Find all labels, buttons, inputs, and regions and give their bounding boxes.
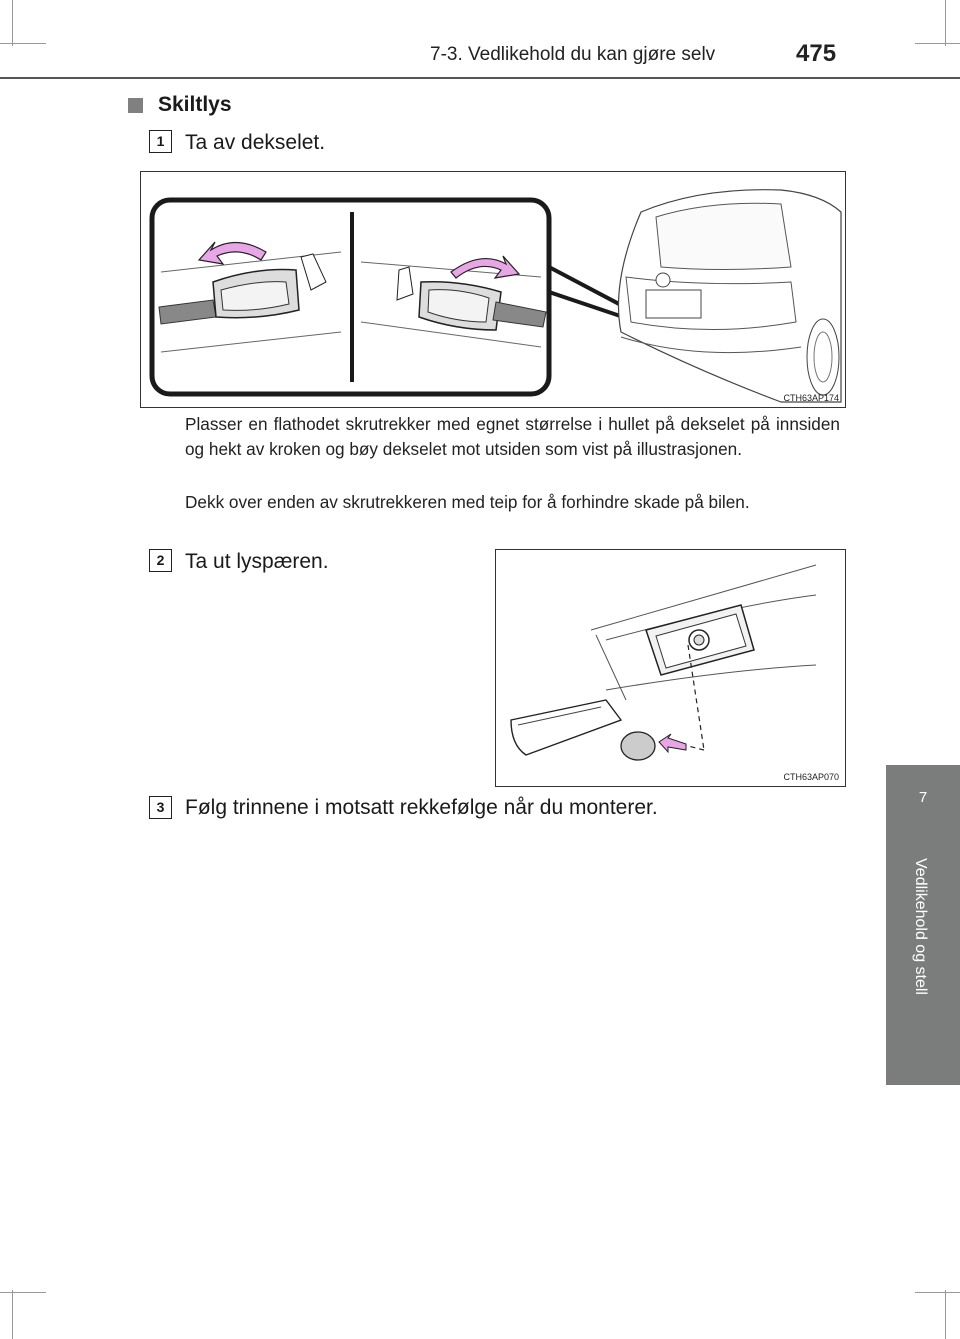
crop-mark [0, 43, 46, 44]
illustration-remove-bulb-drawing [496, 550, 845, 786]
step-number-badge: 2 [149, 549, 172, 572]
section-title: Skiltlys [158, 93, 232, 116]
crop-mark [12, 0, 13, 46]
step-number-badge: 1 [149, 130, 172, 153]
step-number-badge: 3 [149, 796, 172, 819]
crop-mark [915, 1292, 960, 1293]
chapter-label: Vedlikehold og stell [912, 858, 929, 995]
figure-code: CTH63AP174 [783, 393, 839, 403]
illustration-remove-bulb [495, 549, 846, 787]
running-header: 7-3. Vedlikehold du kan gjøre selv [430, 44, 716, 65]
instruction-paragraph: Dekk over enden av skrutrekkeren med teip for å forhindre skade på bilen. [185, 492, 750, 512]
figure-code: CTH63AP070 [783, 772, 839, 782]
header-divider [0, 77, 960, 79]
crop-mark [0, 1292, 46, 1293]
crop-mark [915, 43, 960, 44]
section-marker-icon [128, 98, 143, 113]
illustration-remove-cover-drawing [141, 172, 845, 407]
chapter-number: 7 [918, 789, 928, 806]
step-text: Ta ut lyspæren. [185, 550, 329, 573]
crop-mark [12, 1290, 13, 1339]
illustration-remove-cover [140, 171, 846, 408]
step-text: Følg trinnene i motsatt rekkefølge når du monterer. [185, 796, 658, 819]
crop-mark [945, 0, 946, 46]
instruction-paragraph: Plasser en flathodet skrutrekker med egnet størrelse i hullet på dekselet på innsiden og hekt av kroken og bøy dekselet mot utsiden som vist på illustrasjonen. [185, 414, 840, 459]
page-number: 475 [796, 40, 837, 67]
step-text: Ta av dekselet. [185, 131, 326, 154]
crop-mark [945, 1290, 946, 1339]
